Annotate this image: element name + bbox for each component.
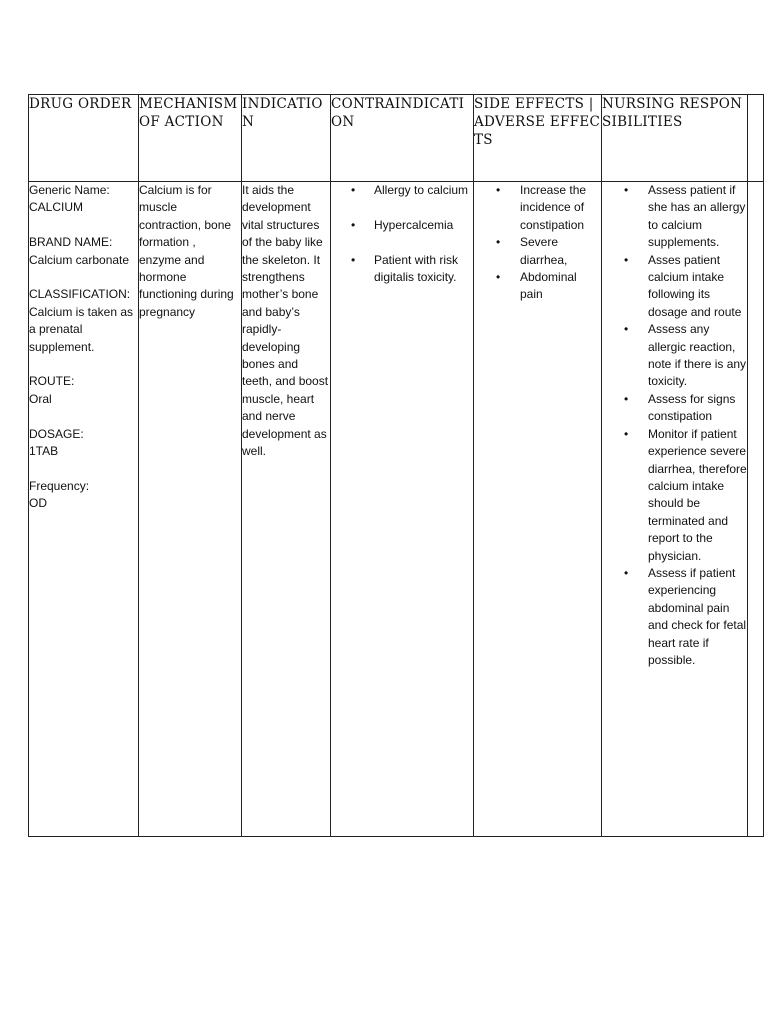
list-item: • Assess patient if she has an allergy to calcium supplements. xyxy=(602,182,747,252)
list-item: • Assess for signs constipation xyxy=(602,391,747,426)
header-mechanism: MECHANISM OF ACTION xyxy=(139,95,242,182)
drug-order-cell xyxy=(29,182,139,837)
header-row xyxy=(29,95,764,182)
header-nursing: NURSING RESPONSIBILITIES xyxy=(602,95,748,182)
contraindication-list xyxy=(331,182,473,286)
mechanism-cell xyxy=(139,182,242,837)
header-indication: INDICATION xyxy=(242,95,331,182)
drug-study-table xyxy=(28,94,764,837)
list-item: • Severe diarrhea, xyxy=(474,234,601,269)
list-item: • Monitor if patient experience severe diarrhea, therefore calcium intake should be terminated and report to the physician. xyxy=(602,426,747,565)
classification: CLASSIFICATION: Calcium is taken as a prenatal supplement. xyxy=(29,287,134,354)
indication-cell xyxy=(242,182,331,837)
dosage: DOSAGE: 1TAB xyxy=(29,426,84,459)
side-effects-cell xyxy=(474,182,602,837)
nursing-list xyxy=(602,182,747,669)
contraindication-cell xyxy=(331,182,474,837)
nursing-cell xyxy=(602,182,748,837)
header-drug-order: DRUG ORDER xyxy=(29,95,139,182)
header-contraindication: CONTRAINDICATION xyxy=(331,95,474,182)
list-item: • Abdominal pain xyxy=(474,269,601,304)
list-item: • Increase the incidence of constipation xyxy=(474,182,601,234)
mechanism-text: Calcium is for muscle contraction, bone formation , enzyme and hormone functioning during pregnancy xyxy=(139,183,234,319)
frequency: Frequency: OD xyxy=(29,478,90,511)
route: ROUTE: Oral xyxy=(29,374,75,406)
body-row xyxy=(29,182,764,837)
list-item: • Patient with risk digitalis toxicity. xyxy=(331,252,473,287)
indication-text: It aids the development vital structures of the baby like the skeleton. It strengthens mother’s bone and baby’s rapidly-developing bones and teeth, and boost muscle, heart and nerve development as well. xyxy=(242,183,329,459)
generic-name: Generic Name: CALCIUM xyxy=(29,183,110,215)
list-item: • Assess any allergic reaction, note if there is any toxicity. xyxy=(602,321,747,391)
list-item: • Hypercalcemia xyxy=(331,217,473,234)
list-item: • Allergy to calcium xyxy=(331,182,473,199)
side-effects-list xyxy=(474,182,601,304)
brand-name: BRAND NAME: Calcium carbonate xyxy=(29,235,130,267)
header-side-effects: SIDE EFFECTS |ADVERSE EFFECTS xyxy=(474,95,602,182)
extra-cell xyxy=(748,182,764,837)
list-item: • Asses patient calcium intake following its dosage and route xyxy=(602,252,747,322)
header-extra-cell xyxy=(748,95,764,182)
list-item: • Assess if patient experiencing abdominal pain and check for fetal heart rate if possible. xyxy=(602,565,747,669)
